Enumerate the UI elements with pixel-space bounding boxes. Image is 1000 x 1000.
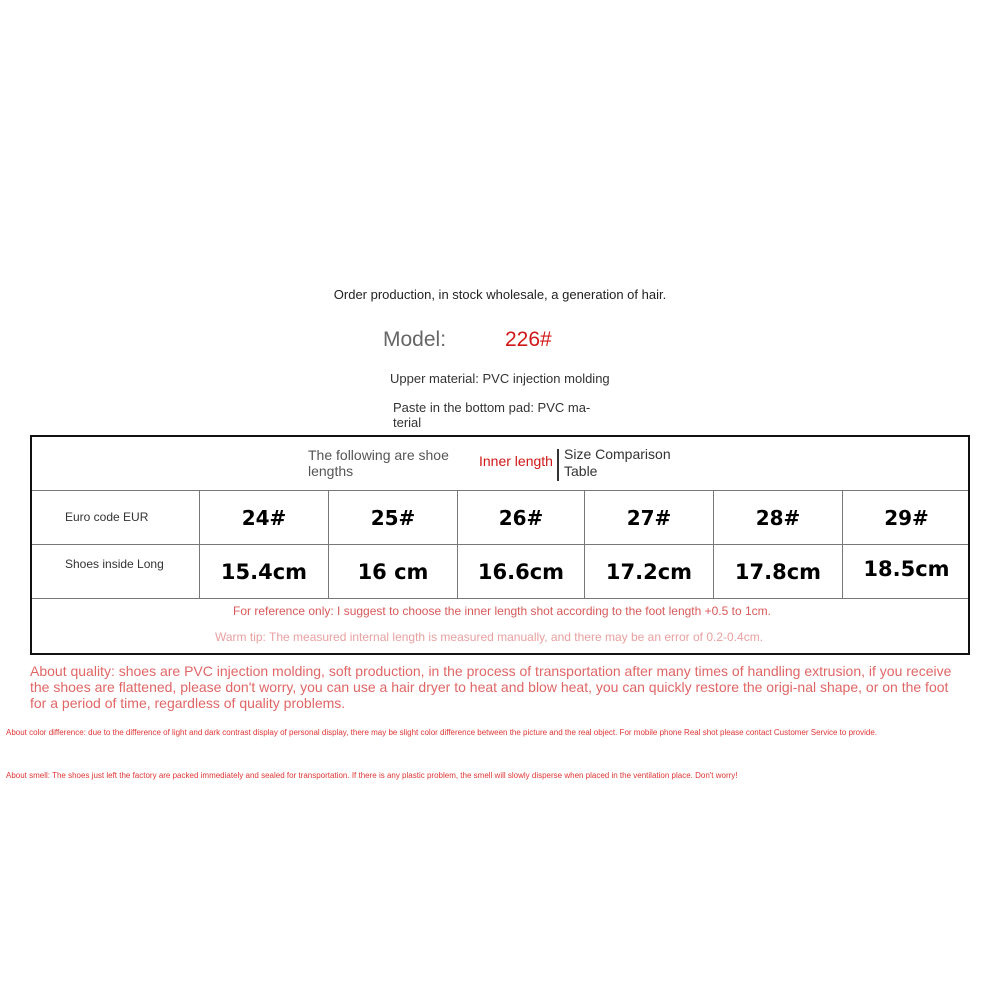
length-cell: 16 cm (357, 560, 429, 584)
size-cell: 25# (370, 506, 416, 530)
size-comparison-table (30, 435, 970, 655)
model-number: 226# (505, 328, 552, 351)
length-cell: 18.5cm (863, 557, 950, 581)
reference-note: For reference only: I suggest to choose the inner length shot according to the foot length +0.5 to 1cm. (233, 604, 771, 618)
text-cursor-mark (557, 449, 559, 481)
size-cell: 28# (755, 506, 801, 530)
color-difference-note: About color difference: due to the difference of light and dark contrast display of personal display, there may be slight color difference between the picture and the real object. For mobile phone Real shot please contact Customer Service to provide. (6, 728, 878, 737)
quality-note: About quality: shoes are PVC injection molding, soft production, in the process of transportation after many times of handling extrusion, if you receive the shoes are flattened, please don't worry, you can use a hair dryer to heat and blow heat, you can quickly restore the origi-nal shape, or on the foot for a period of time, regardless of quality problems. (30, 663, 952, 711)
headline: Order production, in stock wholesale, a generation of hair. (333, 287, 667, 302)
size-cell: 29# (884, 506, 929, 530)
table-row-divider (32, 598, 968, 599)
length-cell: 15.4cm (220, 560, 308, 584)
warm-tip: Warm tip: The measured internal length is measured manually, and there may be an error of 0.2-0.4cm. (215, 630, 764, 644)
upper-material: Upper material: PVC injection molding (390, 371, 610, 386)
smell-note: About smell: The shoes just left the factory are packed immediately and sealed for transportation. If there is any plastic problem, the smell will slowly disperse when placed in the ventilation place. Don't worry! (6, 771, 738, 780)
table-title-inner-length: Inner length (479, 453, 553, 469)
row-label-euro-code: Euro code EUR (65, 510, 149, 524)
size-cell: 24# (241, 506, 287, 530)
model-label: Model: (383, 328, 447, 351)
length-cell: 16.6cm (477, 560, 565, 584)
bottom-pad-material: Paste in the bottom pad: PVC ma-terial (393, 400, 591, 430)
table-row-divider (32, 490, 968, 491)
length-cell: 17.8cm (734, 560, 822, 584)
row-label-inner-length: Shoes inside Long (65, 557, 164, 571)
table-title-shoe-lengths: The following are shoe lengths (308, 447, 449, 479)
size-cell: 27# (626, 506, 672, 530)
length-cell: 17.2cm (605, 560, 693, 584)
table-row-divider (32, 544, 968, 545)
table-title-size-comparison: Size Comparison Table (564, 446, 671, 479)
size-cell: 26# (498, 506, 544, 530)
